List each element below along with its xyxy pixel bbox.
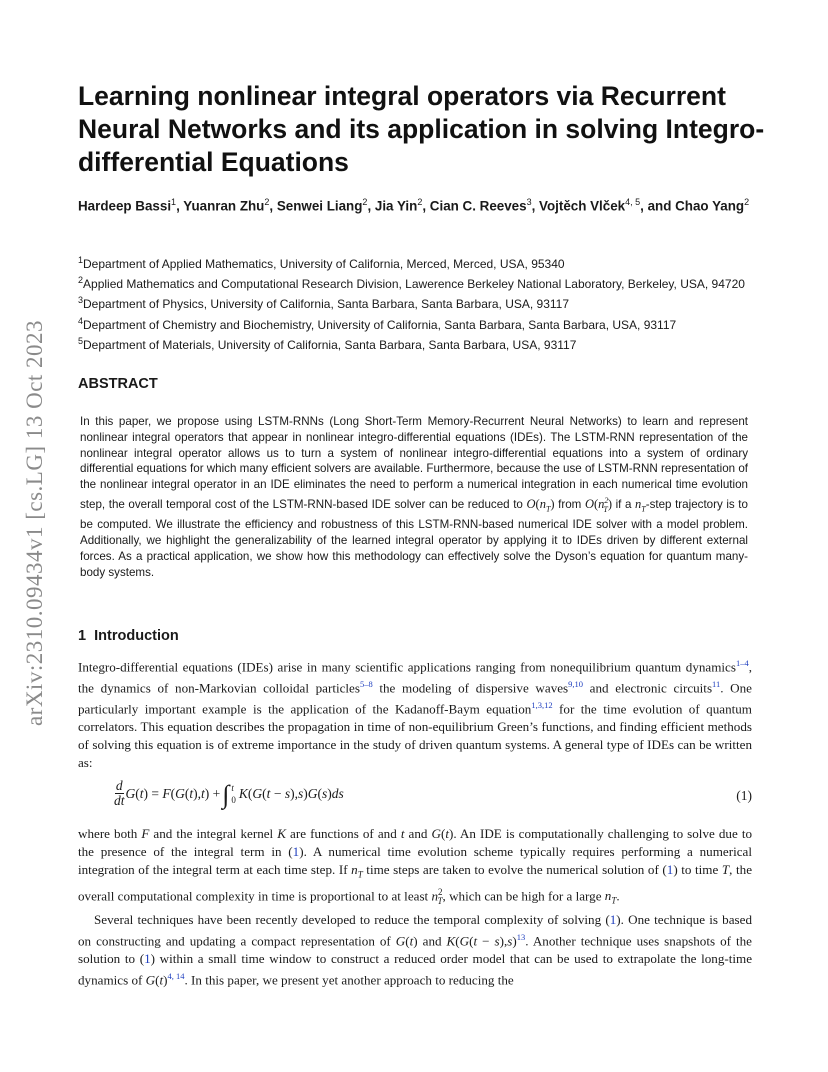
affiliation: $^5$Department of Materials, University of California, Santa Barbara, Santa Barbara, USA, 93117 [78,335,577,352]
author-name: Senwei Liang [276,198,363,214]
affiliation-list [78,252,768,353]
citation-link[interactable]: 11 [712,679,721,690]
equation-1: $\frac{d}{dt}$ G(t) = F(G(t),t) + ∫ t 0 K(G(t − s),s)G(s)ds (1) [114,778,752,809]
equation-reference-link[interactable]: 1 [666,861,674,877]
introduction-text: Integro-differential equations (IDEs) arise in many scientific applications ranging from nonequilibrium quantum dynamics$^{1-4}$, the dynamics of non-Markovian colloidal particles$^{5-8}$ the modeling of dispersive waves$^{9,10}$ and electronic circuits$^{11}$. One particularly important example is the application of the Kadanoff-Baym equation$^{1,3,12}$ for the time evolution of quantum correlators. This equation describes the propagation in time of non-equilibrium Green’s functions, and finding efficient methods of solving this equation is of extreme importance in the study of driven quantum systems. A general type of IDEs can be written as: [78,658,752,771]
abstract-body: In this paper, we propose using LSTM-RNNs (Long Short-Term Memory-Recurrent Neural Networks) to learn and represent nonlinear integral operators that appear in nonlinear integro-differential equations (IDEs). The LSTM-RNN representation of the nonlinear integral operator allows us to turn a system of nonlinear integro-differential equations into a system of ordinary differential equations for which many efficient solvers are available. Furthermore, because the use of LSTM-RNN representation of the nonlinear integral operator in an IDE eliminates the need to perform a numerical integration in each numerical time evolution step, the overall temporal cost of the LSTM-RNN-based IDE solver can be reduced to $O(n_T)$ from $O(n^2_T)$ if a $n_T$-step trajectory is to be computed. We illustrate the efficiency and robustness of this LSTM-RNN-based numerical IDE solver with a model problem. Additionally, we highlight the generalizability of the learned integral operator by applying it to IDEs driven by different external forces. As a practical application, we show how this methodology can effectively solve the Dyson’s equation for quantum many-body systems. [80,415,748,579]
citation-link[interactable]: 5–8 [359,679,373,690]
affiliation: $^3$Department of Physics, University of California, Santa Barbara, Santa Barbara, USA, 93117 [78,295,570,312]
affiliation: $^4$Department of Chemistry and Biochemistry, University of California, Santa Barbara, Santa Barbara, USA, 93117 [78,315,677,332]
citation-link[interactable]: 4, 14 [167,970,185,981]
author-name: Yuanran Zhu [183,198,265,214]
citation-link[interactable]: 1–4 [735,658,749,668]
equation-number: (1) [736,788,752,803]
equation-reference-link[interactable]: 1 [144,950,151,966]
introduction-text-continued: where both F and the integral kernel K are functions of and t and G(t). An IDE is computationally challenging to solve due to the presence of the integral term in (1). A numerical time evolution scheme typically requires performing a numerical integration of the integral term at each time step. If $n_T$ time steps are taken to evolve the numerical solution of (1) to time T, the overall computational complexity in time is proportional to at least $n^2_T$, which can be high for a large $n_T$. Several techniques have been recently developed to reduce the temporal complexity of solving (1). One technique is based on constructing and updating a compact representation of G(t) and K(G(t − s),s)$^{13}$. Another technique uses snapshots of the solution to (1) within a small time window to construct a reduced order model that can be used to extrapolate the long-time dynamics of G(t)$^{4, 14}$. In this paper, we present yet another approach to reducing the [78,826,753,987]
abstract-heading: ABSTRACT [78,376,158,392]
author-name: Vojtěch Vlček [539,198,626,214]
equation-reference-link[interactable]: 1 [292,843,300,859]
author-name: Hardeep Bassi [78,198,172,214]
citation-link[interactable]: 9,10 [568,679,584,690]
author-name: Jia Yin [374,198,418,214]
author-list: Hardeep Bassi$^1$, Yuanran Zhu$^2$, Senwei Liang$^2$, Jia Yin$^2$, Cian C. Reeves$^3$, Vojtěch Vlček$^{4, 5}$, and Chao Yang$^2$ [78,197,750,214]
citation-link[interactable]: 13 [516,931,526,942]
citation-link[interactable]: 1,3,12 [531,700,553,711]
paper-title: Learning nonlinear integral operators via Recurrent Neural Networks and its application in solving Integro-differential Equations [78,81,765,177]
equation-reference-link[interactable]: 1 [609,911,617,927]
author-name: Cian C. Reeves [429,198,527,214]
arxiv-identifier: arXiv:2310.09434v1 [cs.LG] 13 Oct 2023 [22,319,48,727]
affiliation: $^2$Applied Mathematics and Computational Research Division, Lawerence Berkeley National Laboratory, Berkeley, USA, 94720 [78,275,745,292]
author-name: Chao Yang [675,198,745,214]
affiliation: $^1$Department of Applied Mathematics, University of California, Merced, Merced, USA, 95340 [78,255,565,271]
section-heading: 1 Introduction [78,628,179,644]
